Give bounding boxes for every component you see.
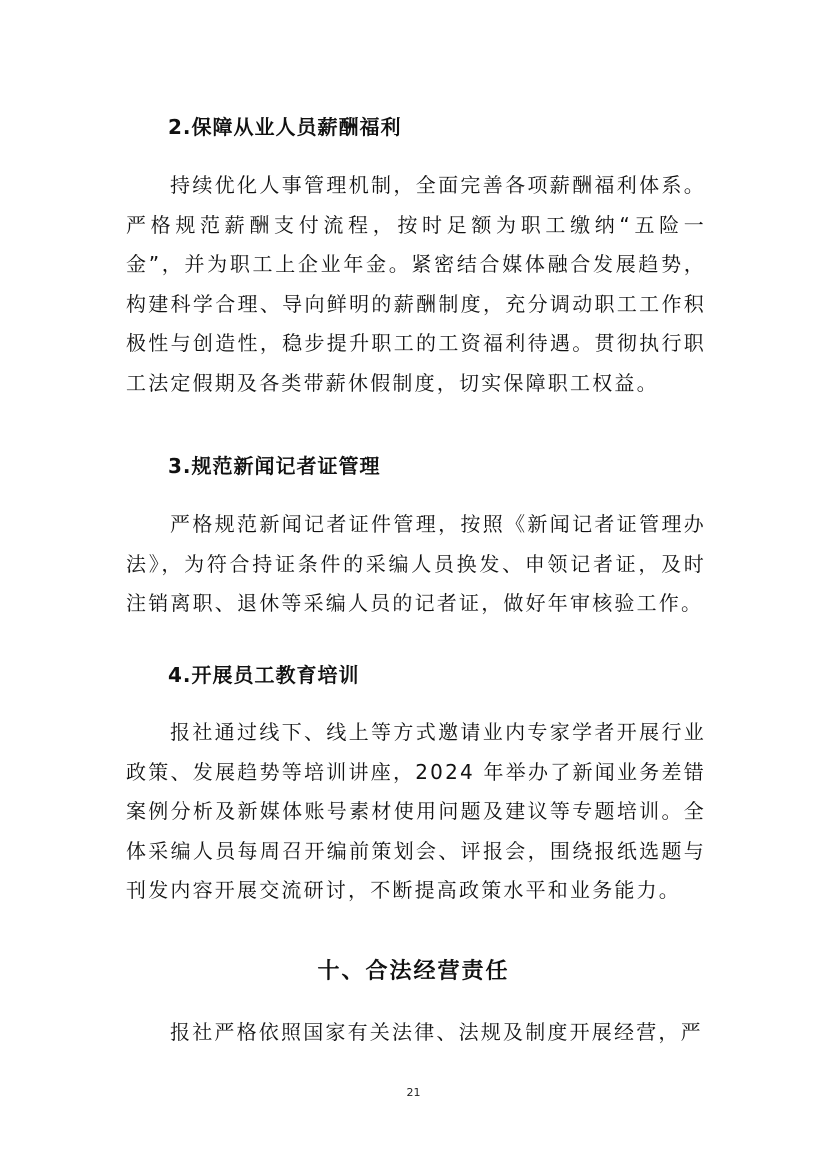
paragraph-press-card: 严格规范新闻记者证件管理，按照《新闻记者证管理办法》，为符合持证条件的采编人员换发、申领记者证，及时注销离职、退休等采编人员的记者证，做好年审核验工作。	[126, 512, 706, 615]
section-heading-salary-welfare: 2.保障从业人员薪酬福利	[168, 115, 402, 139]
paragraph-staff-training: 报社通过线下、线上等方式邀请业内专家学者开展行业政策、发展趋势等培训讲座，2024 年举办了新闻业务差错案例分析及新媒体账号素材使用问题及建议等专题培训。全体采编人员每周召开编前策划会、评报会，围绕报纸选题与刊发内容开展交流研讨，不断提高政策水平和业务能力。	[126, 720, 706, 902]
section-heading-press-card: 3.规范新闻记者证管理	[168, 454, 381, 478]
section-heading-staff-training: 4.开展员工教育培训	[168, 663, 360, 687]
page-number: 21	[406, 1086, 421, 1099]
chapter-title-legal-operation: 十、合法经营责任	[317, 959, 510, 984]
paragraph-legal-operation: 报社严格依照国家有关法律、法规及制度开展经营，严	[170, 1020, 703, 1044]
paragraph-salary-welfare: 持续优化人事管理机制，全面完善各项薪酬福利体系。严格规范薪酬支付流程，按时足额为职工缴纳“五险一金”，并为职工上企业年金。紧密结合媒体融合发展趋势，构建科学合理、导向鲜明的薪酬制度，充分调动职工工作积极性与创造性，稳步提升职工的工资福利待遇。贯彻执行职工法定假期及各类带薪休假制度，切实保障职工权益。	[126, 173, 706, 395]
